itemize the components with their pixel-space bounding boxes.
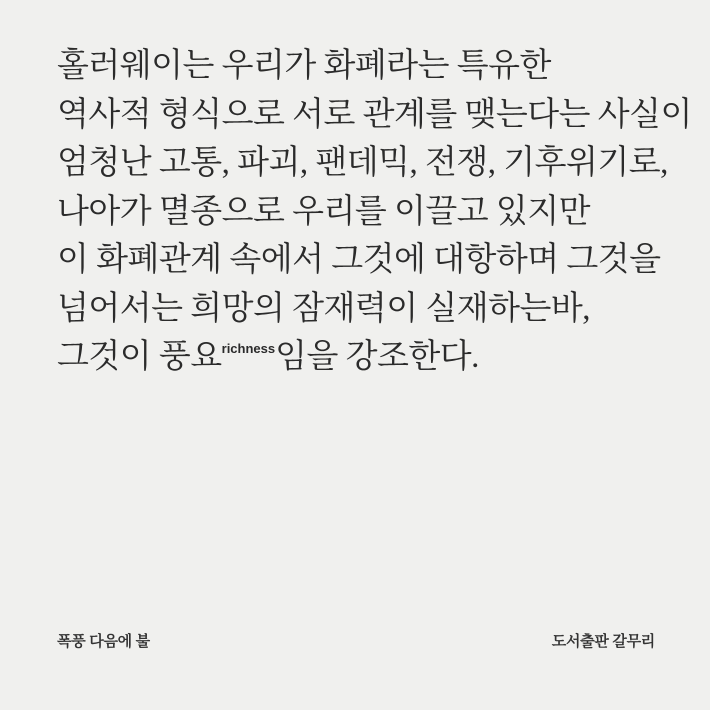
quote-line: 홀러웨이는 우리가 화폐라는 특유한 <box>57 48 551 84</box>
quote-line: 역사적 형식으로 서로 관계를 맺는다는 사실이 <box>57 96 692 133</box>
quote-last-line-prefix: 그것이 풍요 <box>57 339 222 375</box>
quote-line: 넘어서는 희망의 잠재력이 실재하는바, <box>57 290 591 327</box>
quote-last-line-suffix: 임을 강조한다. <box>275 339 479 375</box>
quote-text <box>57 42 692 388</box>
footer <box>57 630 655 651</box>
publisher-name: 도서출판 갈무리 <box>551 633 655 650</box>
quote-line: 엄청난 고통, 파괴, 팬데믹, 전쟁, 기후위기로, <box>57 145 668 181</box>
book-title: 폭풍 다음에 불 <box>57 633 150 650</box>
quote-line: 이 화폐관계 속에서 그것에 대항하며 그것을 <box>57 242 661 278</box>
richness-superscript: richness <box>221 341 276 356</box>
quote-line-last <box>57 333 672 388</box>
quote-line: 나아가 멸종으로 우리를 이끌고 있지만 <box>57 193 591 230</box>
